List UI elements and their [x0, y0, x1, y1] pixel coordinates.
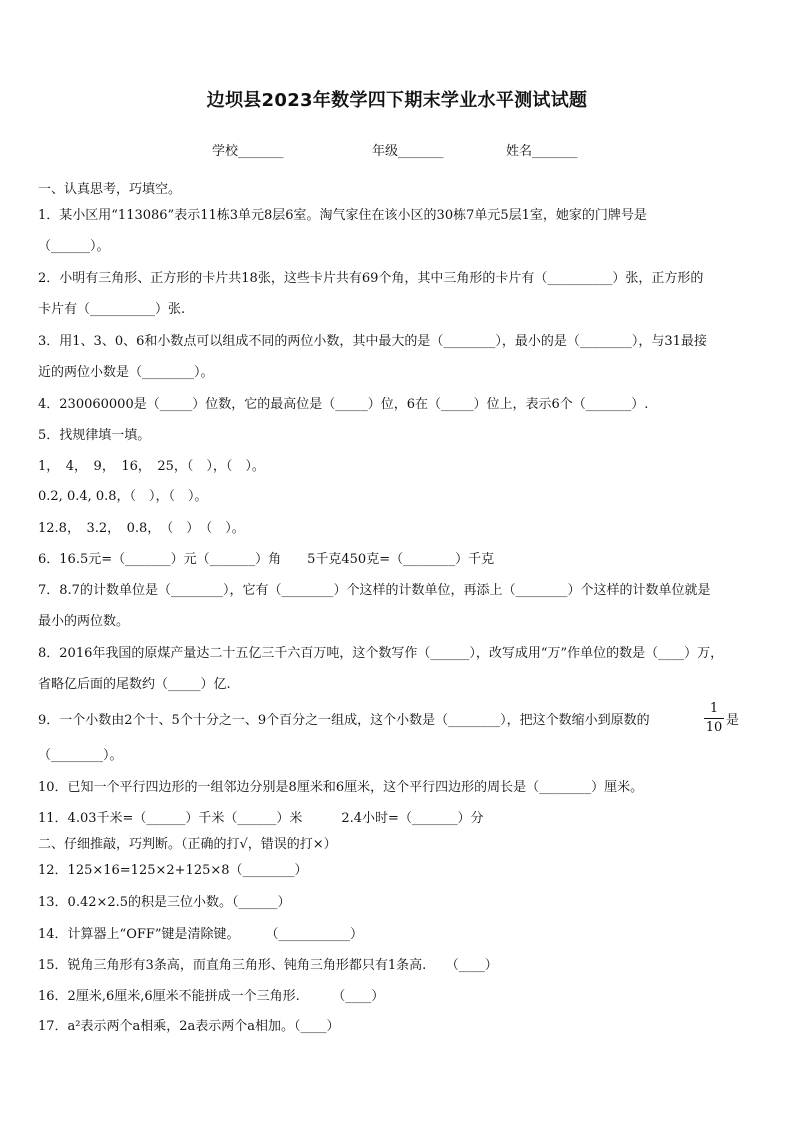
grade-field: 年级_______	[372, 144, 444, 159]
section-heading-judge: 二、仔细推敲，巧判断。（正确的打√，错误的打×）	[38, 837, 337, 852]
question-1-continued: （______）。	[38, 239, 110, 254]
question-3-continued: 近的两位小数是（________）。	[38, 365, 214, 380]
question-2-continued: 卡片有（__________）张.	[38, 302, 186, 317]
fraction-one-tenth	[704, 701, 724, 736]
question-3: 3．用1、3、0、6和小数点可以组成不同的两位小数，其中最大的是（________），最小的是（________），与31最接	[38, 334, 707, 349]
section-heading-fill: 一、认真思考，巧填空。	[38, 182, 182, 197]
question-7-continued: 最小的两位数。	[38, 614, 130, 629]
question-13: 13．0.42×2.5的积是三位小数。（______）	[38, 895, 291, 910]
question-16: 16．2厘米,6厘米,6厘米不能拼成一个三角形. （____）	[38, 989, 385, 1004]
question-10: 10．已知一个平行四边形的一组邻边分别是8厘米和6厘米，这个平行四边形的周长是（________）厘米。	[38, 780, 644, 795]
question-17: 17．a²表示两个a相乘，2a表示两个a相加。（____）	[38, 1019, 340, 1034]
question-9: 9．一个小数由2个十、5个十分之一、9个百分之一组成，这个小数是（________），把这个数缩小到原数的	[38, 713, 650, 728]
question-8: 8．2016年我国的原煤产量达二十五亿三千六百万吨，这个数写作（______），改写成用“万”作单位的数是（____）万，	[38, 646, 724, 661]
question-4: 4．230060000是（_____）位数，它的最高位是（_____）位，6在（_____）位上，表示6个（_______）.	[38, 397, 649, 412]
question-9-fraction-suffix: 是	[726, 713, 740, 728]
question-6: 6．16.5元=（_______）元（_______）角 5千克450克=（________）千克	[38, 552, 495, 567]
question-1: 1．某小区用“113086”表示11栋3单元8层6室。淘气家住在该小区的30栋7单元5层1室，她家的门牌号是	[38, 208, 647, 223]
school-field: 学校_______	[212, 144, 284, 159]
fraction-bar	[704, 718, 724, 719]
question-5-sequence-3: 12.8， 3.2， 0.8， （ ） （ ）。	[38, 521, 245, 536]
question-7: 7．8.7的计数单位是（________），它有（________）个这样的计数单位，再添上（________）个这样的计数单位就是	[38, 583, 711, 598]
fraction-numerator: 1	[709, 701, 719, 716]
question-14: 14．计算器上“OFF”键是清除键。 （___________）	[38, 927, 364, 942]
question-5-sequence-1: 1， 4， 9， 16， 25，（ ），（ ）。	[38, 459, 265, 474]
question-8-continued: 省略亿后面的尾数约（_____）亿.	[38, 677, 231, 692]
fraction-denominator: 10	[705, 720, 723, 735]
question-15: 15．锐角三角形有3条高，而直角三角形、钝角三角形都只有1条高. （____）	[38, 958, 498, 973]
question-11: 11．4.03千米=（______）千米（______）米 2.4小时=（_______）分	[38, 811, 484, 826]
name-field: 姓名_______	[506, 144, 578, 159]
question-12: 12．125×16=125×2+125×8（________）	[38, 863, 308, 878]
question-2: 2．小明有三角形、正方形的卡片共18张，这些卡片共有69个角，其中三角形的卡片有（__________）张，正方形的	[38, 271, 704, 286]
page-title: 边坝县2023年数学四下期末学业水平测试试题	[206, 90, 588, 111]
question-9-continued: （________）。	[38, 748, 123, 763]
question-5-sequence-2: 0.2, 0.4, 0.8，（ ），（ ）。	[38, 489, 208, 504]
question-5: 5．找规律填一填。	[38, 428, 151, 443]
